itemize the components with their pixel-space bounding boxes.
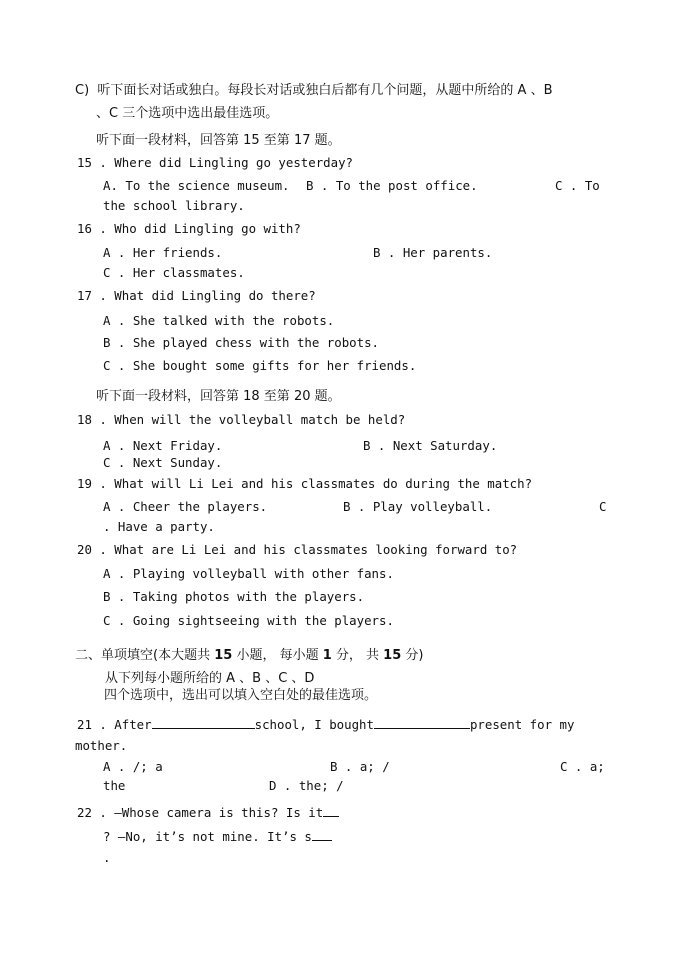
question-15-option-b: B . To the post office.	[306, 178, 478, 193]
question-20-option-a: A . Playing volleyball with other fans.	[103, 566, 394, 581]
question-21-blank-1[interactable]	[152, 715, 255, 729]
part-2-points-each: 1	[322, 648, 332, 663]
question-21-option-d: D . the; /	[269, 778, 344, 793]
section-c-instruction-line2: 、C 三个选项中选出最佳选项。	[96, 106, 279, 121]
question-19-option-b: B . Play volleyball.	[343, 499, 493, 514]
part-2-instruction-line2: 四个选项中，选出可以填入空白处的最佳选项。	[104, 688, 378, 703]
question-17-stem: 17 . What did Lingling do there?	[77, 288, 316, 303]
part-2-heading-mid1: 小题， 每小题	[232, 648, 323, 663]
part-2-total-points: 15	[383, 648, 402, 663]
question-22-blank-2[interactable]	[312, 827, 332, 841]
question-16-option-b: B . Her parents.	[373, 245, 493, 260]
question-21-option-a: A . /; a	[103, 759, 163, 774]
question-22-line1	[77, 803, 339, 821]
question-21-stem-post: present for my	[469, 717, 575, 732]
material-1-instruction: 听下面一段材料，回答第 15 至第 17 题。	[96, 133, 341, 148]
question-15-option-a: A. To the science museum.	[103, 178, 290, 193]
part-2-instruction-line1: 从下列每小题所给的 A 、B 、C 、D	[105, 671, 315, 686]
part-2-heading	[75, 648, 423, 664]
section-c-instruction-line1: C) 听下面长对话或独白。每段长对话或独白后都有几个问题，从题中所给的 A 、B	[75, 83, 553, 98]
question-21-stem-continued: mother.	[75, 738, 128, 753]
question-21-stem-mid: school, I bought	[254, 717, 374, 732]
question-22-line1-text: 22 . —Whose camera is this? Is it	[77, 805, 324, 820]
question-15-option-c-continued: the school library.	[103, 198, 245, 213]
question-21-stem	[77, 715, 574, 733]
question-18-option-b: B . Next Saturday.	[363, 438, 498, 453]
part-2-question-count: 15	[214, 648, 233, 663]
question-18-stem: 18 . When will the volleyball match be held?	[77, 412, 406, 427]
question-18-option-a: A . Next Friday.	[103, 438, 223, 453]
question-15-option-c: C . To	[555, 178, 600, 193]
question-20-option-b: B . Taking photos with the players.	[103, 589, 365, 604]
material-2-instruction: 听下面一段材料，回答第 18 至第 20 题。	[96, 389, 341, 404]
question-16-option-a: A . Her friends.	[103, 245, 223, 260]
part-2-heading-post: 分)	[401, 648, 424, 663]
part-2-heading-pre: 二、单项填空(本大题共	[75, 648, 215, 663]
question-22-line3: .	[103, 850, 111, 865]
question-22-blank-1[interactable]	[323, 803, 339, 817]
question-19-option-c: C	[599, 499, 607, 514]
question-16-stem: 16 . Who did Lingling go with?	[77, 221, 301, 236]
question-19-option-c-continued: . Have a party.	[103, 519, 215, 534]
question-18-option-c: C . Next Sunday.	[103, 455, 223, 470]
question-20-option-c: C . Going sightseeing with the players.	[103, 613, 394, 628]
question-22-line2	[103, 827, 332, 845]
question-19-option-a: A . Cheer the players.	[103, 499, 268, 514]
question-21-blank-2[interactable]	[374, 715, 470, 729]
question-20-stem: 20 . What are Li Lei and his classmates looking forward to?	[77, 542, 518, 557]
question-17-option-c: C . She bought some gifts for her friends.	[103, 358, 417, 373]
question-22-line2-text: ? —No, it’s not mine. It’s s	[103, 829, 312, 844]
question-19-stem: 19 . What will Li Lei and his classmates do during the match?	[77, 476, 533, 491]
question-17-option-a: A . She talked with the robots.	[103, 313, 335, 328]
question-21-option-c-continued: the	[103, 778, 126, 793]
question-17-option-b: B . She played chess with the robots.	[103, 335, 380, 350]
question-21-stem-pre: 21 . After	[77, 717, 152, 732]
question-16-option-c: C . Her classmates.	[103, 265, 245, 280]
question-21-option-c: C . a;	[560, 759, 605, 774]
question-21-option-b: B . a; /	[330, 759, 390, 774]
question-15-stem: 15 . Where did Lingling go yesterday?	[77, 155, 354, 170]
part-2-heading-mid2: 分， 共	[331, 648, 384, 663]
